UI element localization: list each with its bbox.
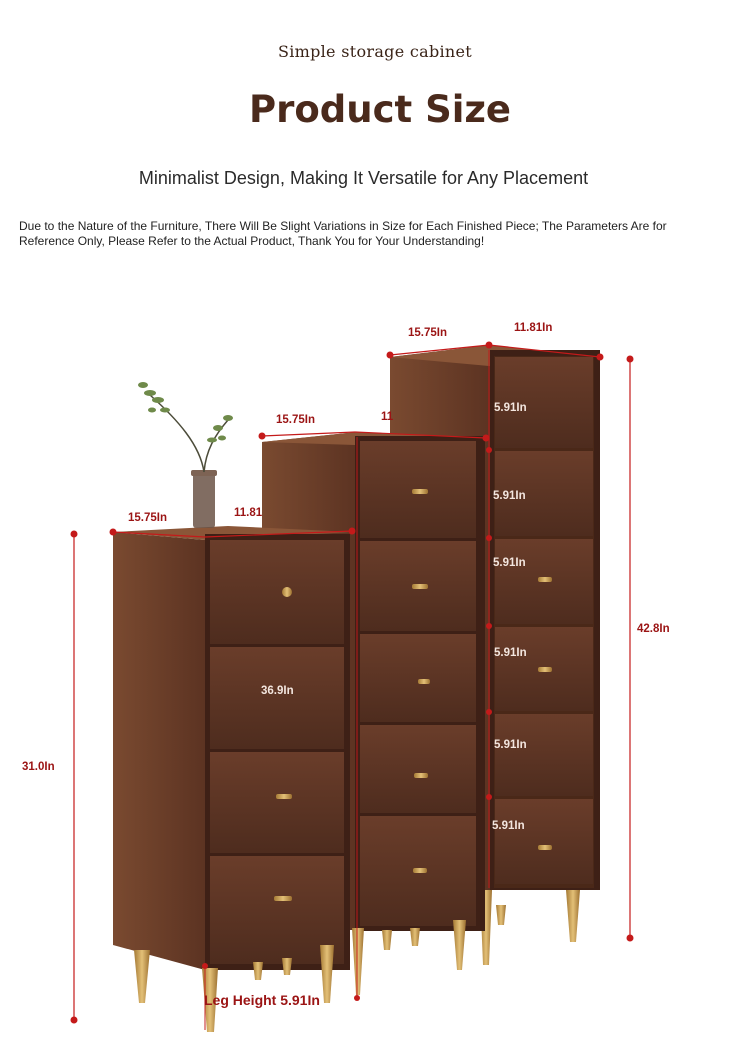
drawer-height-label: 5.91In <box>494 739 527 751</box>
product-subtitle: Simple storage cabinet <box>277 42 473 61</box>
middle-width-label: 15.75In <box>276 414 315 426</box>
middle-depth-label: 11 <box>381 411 394 423</box>
drawer-height-label: 5.91In <box>493 557 526 569</box>
tall-width-label: 15.75In <box>408 327 447 339</box>
drawer-height-label: 5.91In <box>494 402 527 414</box>
drawer-height-label: 5.91In <box>492 820 525 832</box>
page-title: Product Size <box>248 88 512 131</box>
leg-height-label: Leg Height 5.91In <box>204 992 320 1008</box>
drawer-height-label: 5.91In <box>494 647 527 659</box>
drawer-height-label: 5.91In <box>493 490 526 502</box>
small-depth-label: 11.81 <box>234 507 263 519</box>
small-width-label: 15.75In <box>128 512 167 524</box>
size-disclaimer: Due to the Nature of the Furniture, There Will Be Slight Variations in Size for Each Finished Piece; The Parameters Are for Reference Only, Please Refer to the Actual Product, Thank You for Your Understanding! <box>19 219 667 248</box>
tagline: Minimalist Design, Making It Versatile for Any Placement <box>138 168 589 188</box>
small-height-label: 31.0In <box>22 761 55 773</box>
small-cabinet <box>113 526 352 1032</box>
tall-depth-label: 11.81In <box>514 322 553 334</box>
vase-decoration <box>138 382 233 528</box>
tall-height-label: 42.8In <box>637 623 670 635</box>
middle-height-label: 36.9In <box>261 685 294 697</box>
